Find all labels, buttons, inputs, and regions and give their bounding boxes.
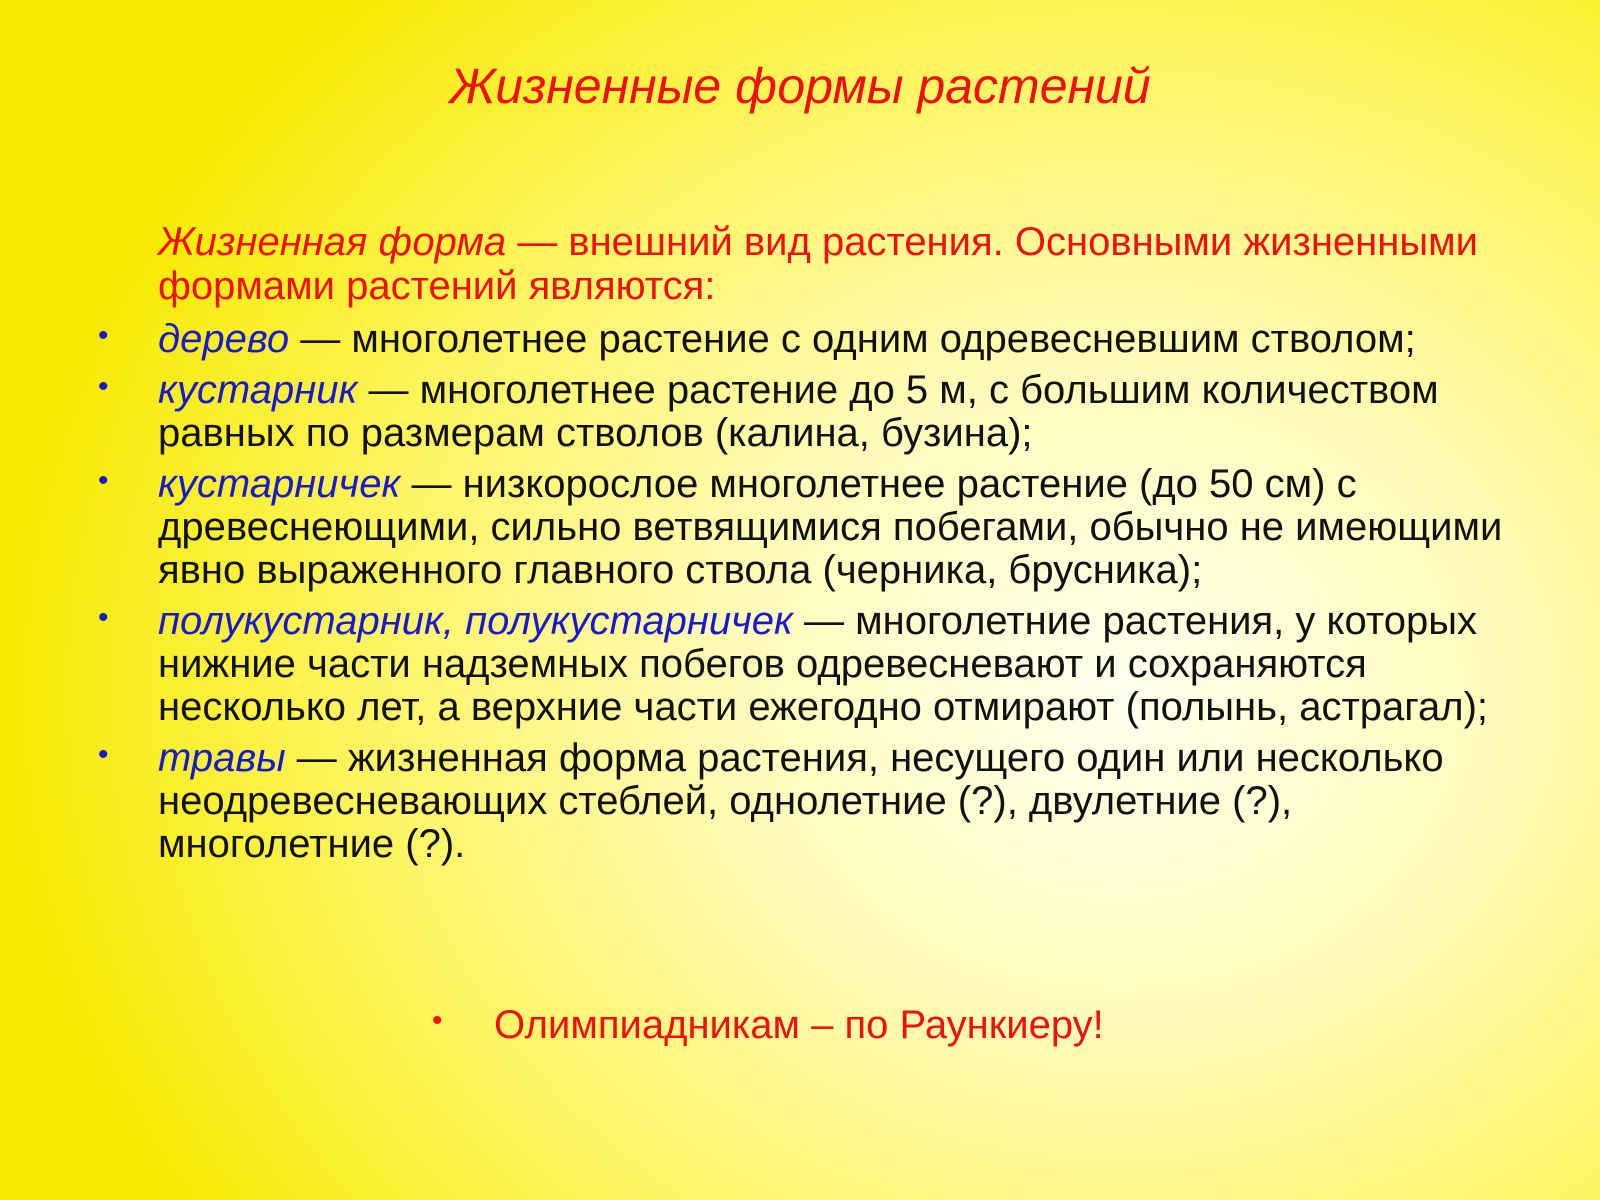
item-term: полукустарник, полукустарничек (158, 599, 793, 643)
intro-text: — внешний вид растения. Основными жизненными формами растений являются: (158, 220, 1478, 308)
list-item (0, 737, 1600, 866)
item-text: — жизненная форма растения, несущего один или несколько неодревесневающих стеблей, однолетние (?), двулетние (?), многолетние (?). (158, 736, 1444, 866)
list-item (0, 369, 1600, 455)
item-term: дерево (158, 317, 290, 361)
item-term: кустарник (158, 368, 358, 412)
bullet-icon: • (98, 319, 109, 352)
bullet-icon: • (98, 738, 109, 771)
intro-paragraph (158, 220, 1538, 308)
item-term: кустарничек (158, 462, 401, 506)
list-item (0, 318, 1600, 361)
item-text: — низкорослое многолетнее растение (до 50 см) с древеснеющими, сильно ветвящимися побегами, обычно не имеющими явно выраженного главного ствола (черника, брусника); (158, 462, 1503, 592)
bullet-icon: • (98, 601, 109, 634)
bullet-icon: • (98, 370, 109, 403)
list-item (0, 600, 1600, 729)
life-forms-list (0, 318, 1600, 874)
item-term: травы (158, 736, 286, 780)
slide-title: Жизненные формы растений (449, 58, 1151, 114)
list-item (0, 463, 1600, 592)
bullet-icon: • (432, 1004, 443, 1037)
item-text: — многолетнее растение с одним одревесневшим стволом; (289, 317, 1416, 361)
olympiad-note-text: Олимпиадникам – по Раункиеру! (494, 1003, 1104, 1047)
intro-term: Жизненная форма (158, 220, 507, 264)
item-text: — многолетние растения, у которых нижние части надземных побегов одревесневают и сохраняются несколько лет, а верхние части ежегодно отмирают (полынь, астрагал); (158, 599, 1488, 729)
bullet-icon: • (98, 464, 109, 497)
item-text: — многолетнее растение до 5 м, с большим количеством равных по размерам стволов (калина, бузина); (158, 368, 1439, 455)
